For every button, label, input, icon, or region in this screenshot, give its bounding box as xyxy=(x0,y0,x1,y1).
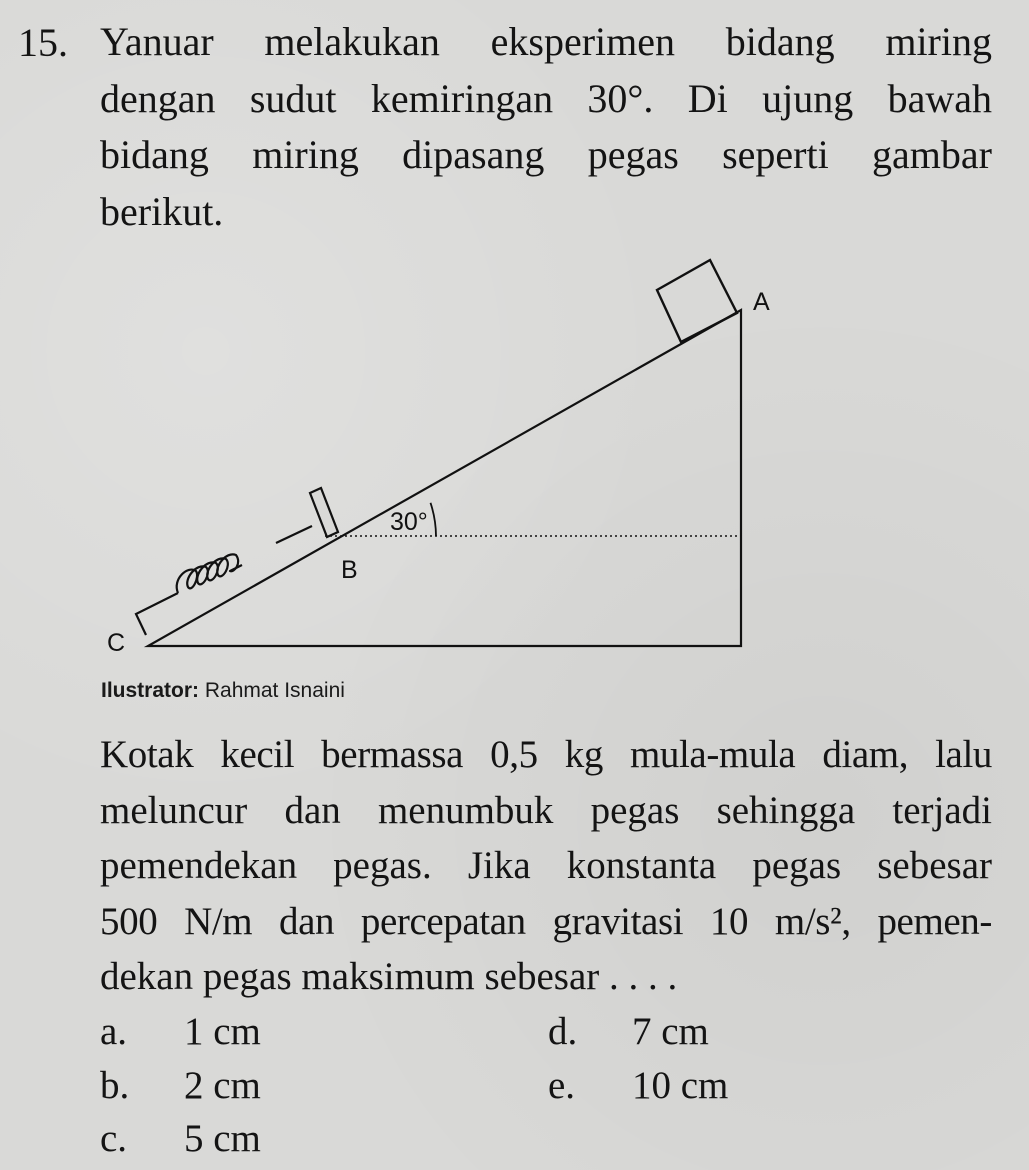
angle-label: 30° xyxy=(390,508,428,536)
option-a[interactable] xyxy=(100,1005,500,1059)
intro-line: bidang miring dipasang pegas seperti gambar xyxy=(100,132,992,177)
body-line: pemendekan pegas. Jika konstanta pegas sebesar xyxy=(100,844,992,887)
option-letter: a. xyxy=(100,1010,128,1053)
options-right-column xyxy=(548,1005,968,1112)
body-line: Kotak kecil bermassa 0,5 kg mula-mula diam, lalu xyxy=(100,733,992,776)
body-line: dekan pegas maksimum sebesar . . . . xyxy=(100,955,678,998)
option-b[interactable] xyxy=(100,1059,500,1113)
inclined-plane-diagram xyxy=(100,250,780,660)
question-intro xyxy=(100,14,992,240)
body-line: meluncur dan menumbuk pegas sehingga terjadi xyxy=(100,788,992,832)
angle-arc xyxy=(431,503,437,536)
body-line: 500 N/m dan percepatan gravitasi 10 m/s², pemen- xyxy=(100,899,992,943)
option-text: 1 cm xyxy=(184,1010,261,1053)
intro-line: Yanuar melakukan eksperimen bidang miring xyxy=(100,19,992,64)
illustrator-credit xyxy=(101,679,345,703)
credit-name: Rahmat Isnaini xyxy=(204,679,345,702)
spring-rod xyxy=(276,526,312,543)
option-d[interactable] xyxy=(548,1005,968,1059)
intro-line: berikut. xyxy=(100,188,224,234)
option-letter: e. xyxy=(548,1063,576,1107)
spring-coil xyxy=(177,554,242,593)
option-letter: b. xyxy=(100,1063,130,1107)
option-letter: c. xyxy=(100,1117,128,1160)
option-e[interactable] xyxy=(548,1059,968,1113)
option-text: 2 cm xyxy=(184,1063,261,1107)
spring-bracket xyxy=(136,593,178,635)
small-box xyxy=(657,260,737,342)
option-text: 10 cm xyxy=(632,1063,729,1107)
question-body xyxy=(100,727,992,1005)
credit-label: Ilustrator: xyxy=(101,679,200,702)
option-text: 5 cm xyxy=(184,1117,261,1160)
options-left-column xyxy=(100,1005,500,1166)
question-number: 15. xyxy=(18,20,68,65)
label-c: C xyxy=(107,629,126,657)
option-c[interactable] xyxy=(100,1112,500,1166)
incline-triangle xyxy=(148,310,741,646)
option-text: 7 cm xyxy=(632,1010,709,1053)
intro-line: dengan sudut kemiringan 30°. Di ujung bawah xyxy=(100,75,992,121)
label-b: B xyxy=(341,556,358,584)
label-a: A xyxy=(753,288,770,316)
spring-plate xyxy=(310,488,338,537)
option-letter: d. xyxy=(548,1010,578,1053)
